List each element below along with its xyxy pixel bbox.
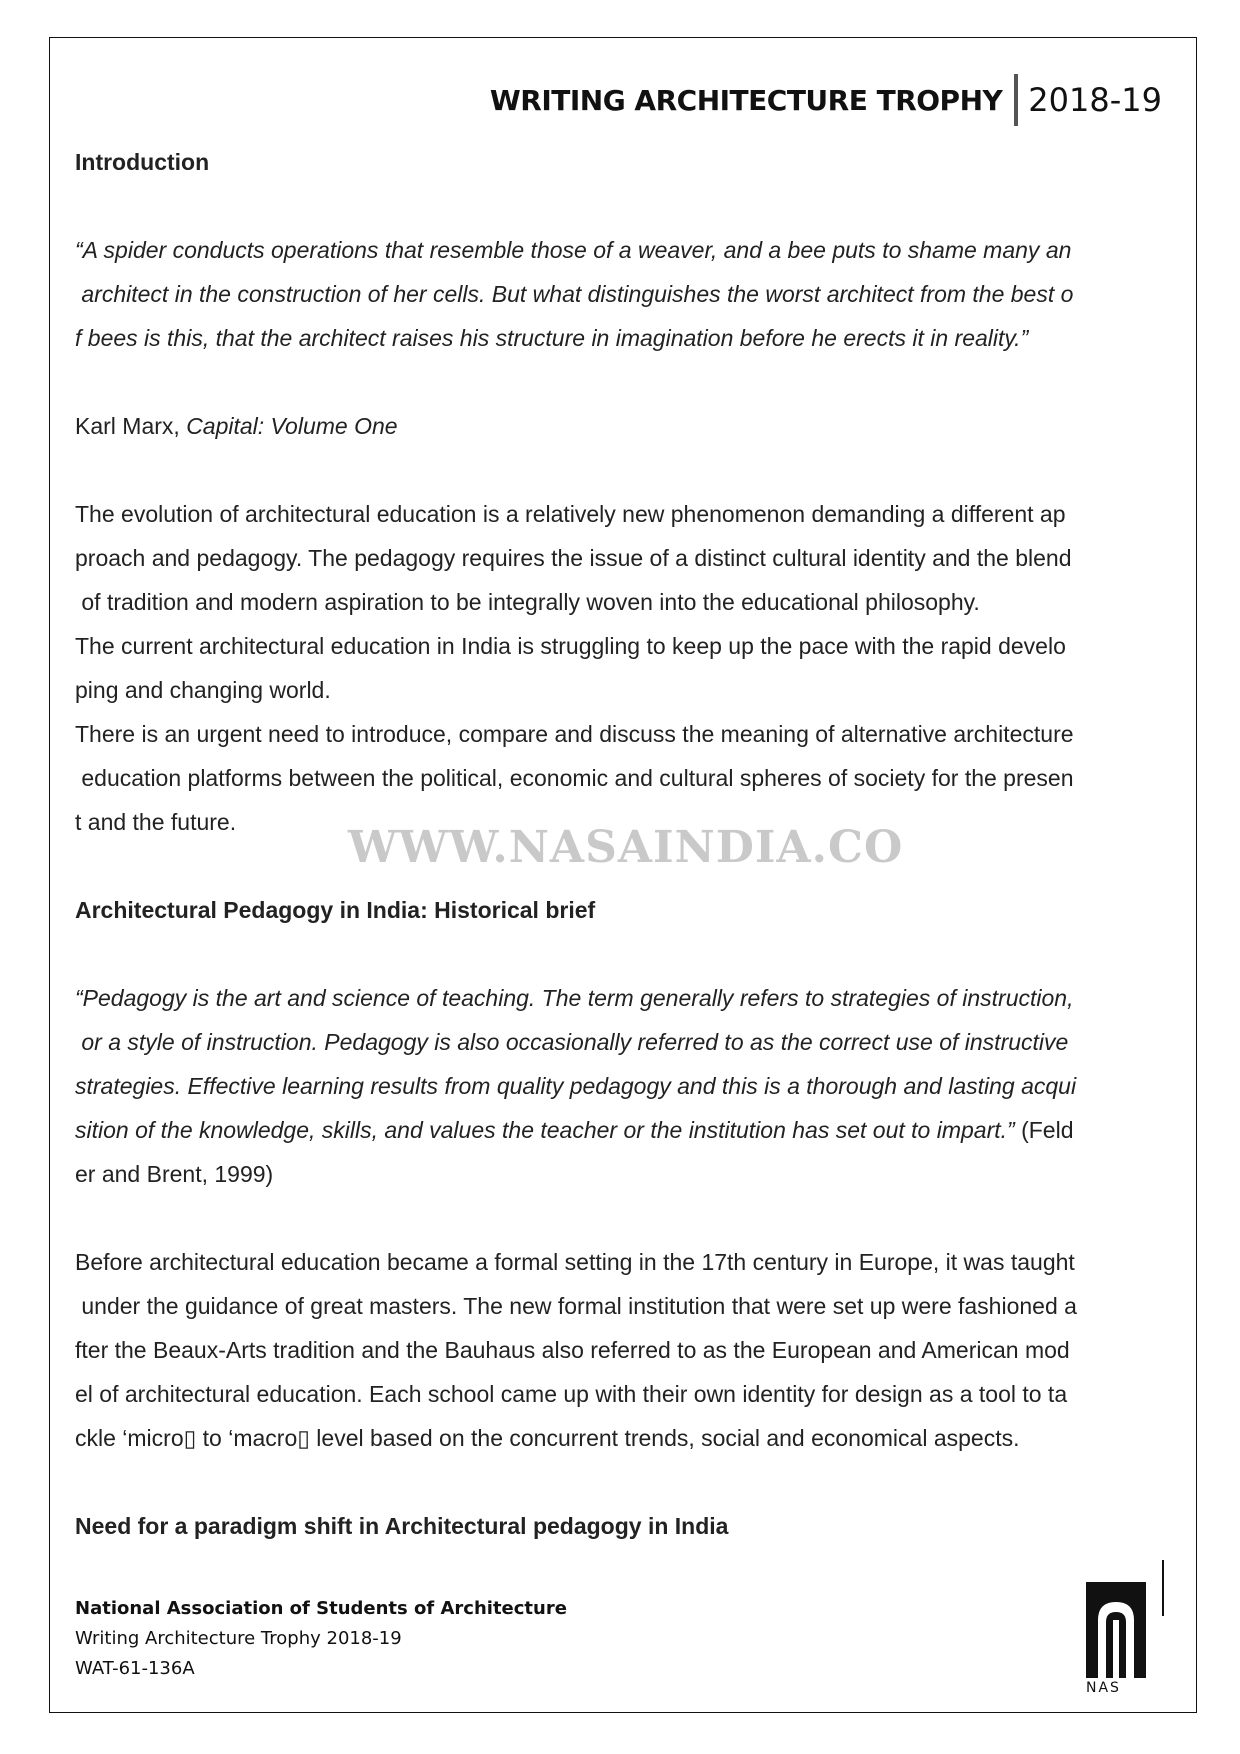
watermark: WWW.NASAINDIA.CO (348, 822, 904, 873)
footer-code: WAT-61-136A (75, 1658, 195, 1679)
page-header (490, 74, 1162, 126)
paragraph-line: t and the future. (75, 809, 237, 835)
quote-line (75, 1108, 1155, 1152)
footer (75, 1594, 567, 1684)
quote-citation-start: (Feld (1014, 1117, 1074, 1143)
paragraph-line: There is an urgent need to introduce, compare and discuss the meaning of alternative architecture (75, 721, 1074, 747)
footer-org: National Association of Students of Architecture (75, 1598, 567, 1619)
paragraph-line: ping and changing world. (75, 677, 331, 703)
paragraph-line: education platforms between the political, economic and cultural spheres of society for the presen (75, 765, 1074, 791)
paragraph-line: of tradition and modern aspiration to be integrally woven into the educational philosophy. (75, 589, 980, 615)
quote-citation-end: er and Brent, 1999) (75, 1161, 274, 1187)
quote-line: f bees is this, that the architect raises his structure in imagination before he erects it in reality.” (75, 325, 1029, 351)
logo-edge-rule (1162, 1560, 1164, 1616)
header-title: WRITING ARCHITECTURE TROPHY (489, 83, 1003, 117)
quote-line: or a style of instruction. Pedagogy is also occasionally referred to as the correct use of instructive (75, 1029, 1069, 1055)
citation-work: Capital: Volume One (186, 413, 398, 439)
quote-line: architect in the construction of her cells. But what distinguishes the worst architect from the best o (75, 281, 1074, 307)
nasa-logo-icon (1084, 1580, 1150, 1690)
paragraph-line: under the guidance of great masters. The new formal institution that were set up were fashioned a (75, 1293, 1077, 1319)
logo-text: NAS (1086, 1680, 1121, 1696)
citation-author: Karl Marx, (75, 413, 187, 439)
section-heading-introduction: Introduction (75, 149, 210, 175)
paragraph-line: The evolution of architectural education is a relatively new phenomenon demanding a different ap (75, 501, 1066, 527)
paragraph-line: proach and pedagogy. The pedagogy requires the issue of a distinct cultural identity and the blend (75, 545, 1072, 571)
section-heading-historical-brief: Architectural Pedagogy in India: Historical brief (75, 897, 596, 923)
quote-line: “A spider conducts operations that resemble those of a weaver, and a bee puts to shame many an (75, 237, 1072, 263)
paragraph-line: el of architectural education. Each school came up with their own identity for design as a tool to ta (75, 1381, 1068, 1407)
paragraph-line: Before architectural education became a formal setting in the 17th century in Europe, it was taught (75, 1249, 1075, 1275)
quote-line: “Pedagogy is the art and science of teaching. The term generally refers to strategies of instruction, (75, 985, 1074, 1011)
header-year: 2018-19 (1028, 81, 1162, 119)
section-heading-paradigm-shift: Need for a paradigm shift in Architectural pedagogy in India (75, 1513, 729, 1539)
quote-last-italic: sition of the knowledge, skills, and values the teacher or the institution has set out to impart.” (75, 1117, 1015, 1143)
quote-line: strategies. Effective learning results from quality pedagogy and this is a thorough and lasting acqui (75, 1073, 1077, 1099)
quote-citation (75, 404, 1155, 448)
footer-event: Writing Architecture Trophy 2018-19 (75, 1628, 402, 1649)
paragraph-line: The current architectural education in India is struggling to keep up the pace with the rapid develo (75, 633, 1066, 659)
paragraph-line: ckle ‘micro▯ to ‘macro▯ level based on the concurrent trends, social and economical aspects. (75, 1425, 1020, 1451)
paragraph-line: fter the Beaux-Arts tradition and the Bauhaus also referred to as the European and American mod (75, 1337, 1070, 1363)
